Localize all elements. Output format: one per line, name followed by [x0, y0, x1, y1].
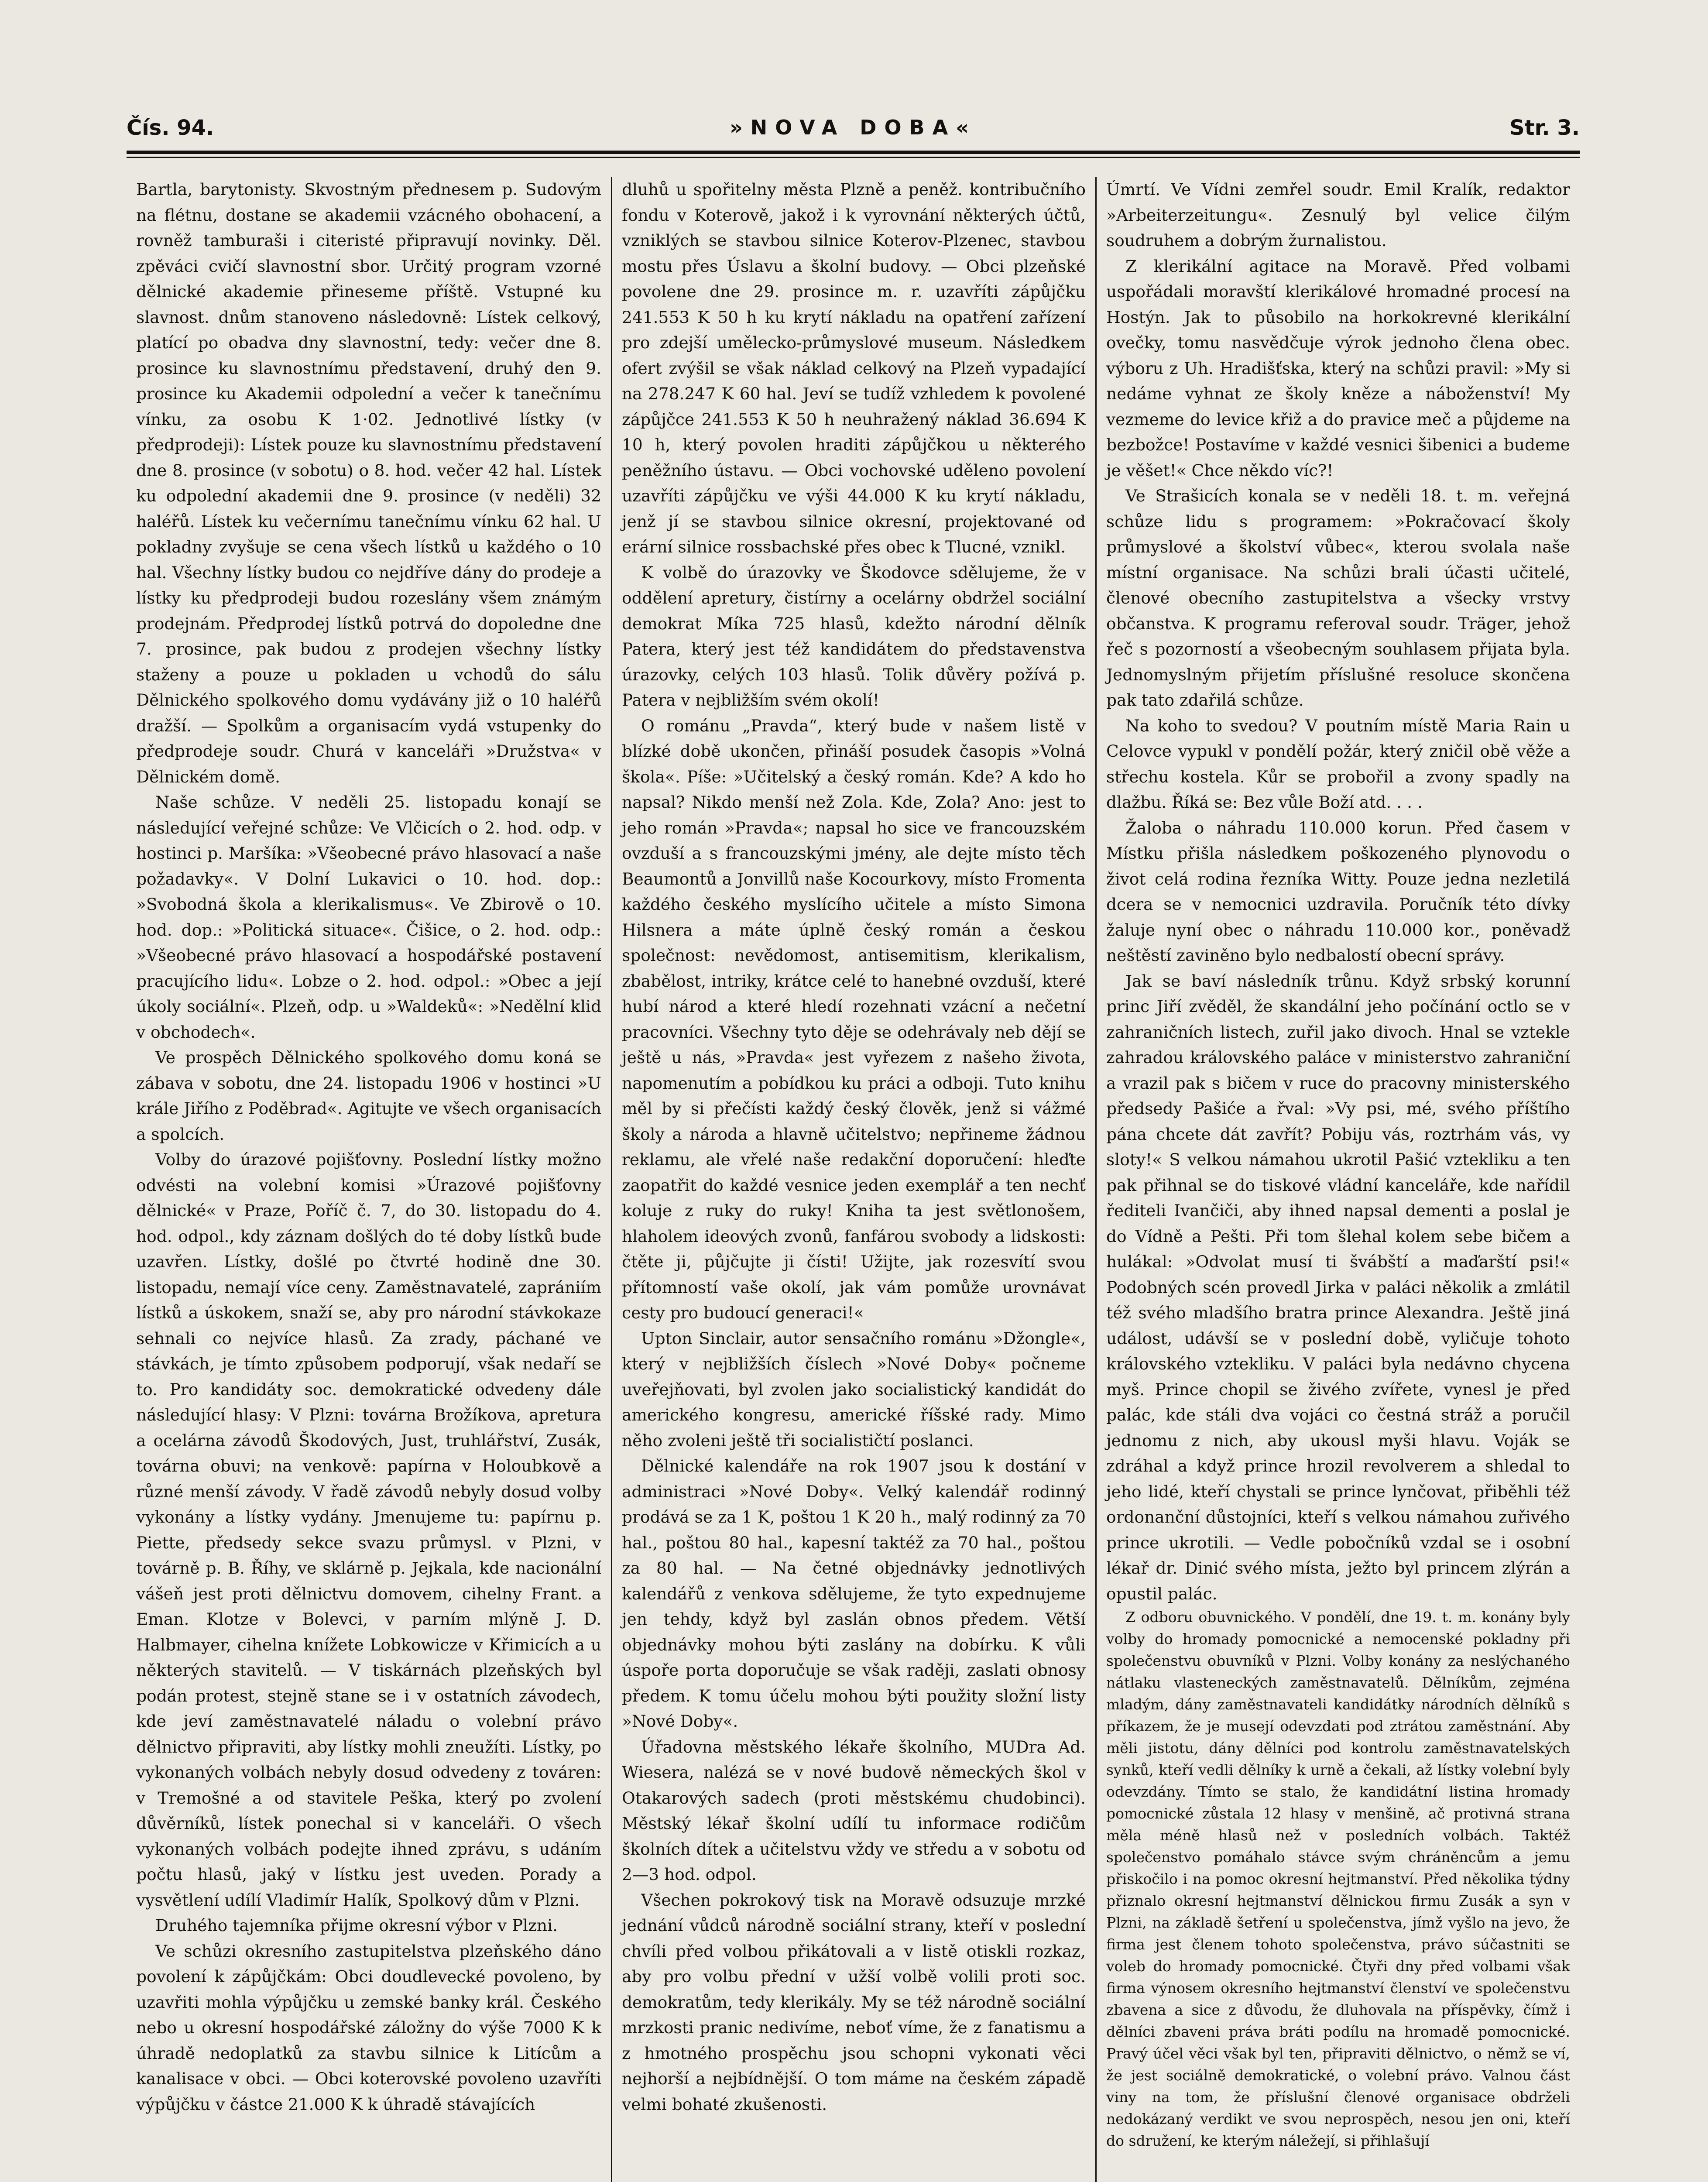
article-klerikalni-agitace: Z klerikální agitace na Moravě. Před volbami uspořádali moravští klerikálové hromadné procesí na Hostýn. Jak to působilo na horkokrevné klerikální ovečky, tomu nasvědčuje výrok jednoho člena obec. výboru z Uh. Hradišťska, který na schůzi pravil: »My si nedáme vyhnat ze školy kněze a náboženství! My vezmeme do levice křiž a do pravice meč a půjdeme na bezbožce! Postavíme v každé vesnici šibenici a budeme je věšet!« Chce někdo víc?! — [1106, 256, 1570, 480]
article-spolkovy-dum: Ve prospěch Dělnického spolkového domu koná se zábava v sobotu, dne 24. listopadu 1906 v hostinci »U krále Jiřího z Poděbrad«. Agitujte ve všech organisacích a spolcích. — [136, 1048, 601, 1144]
article-nase-schuze: Naše schůze. V neděli 25. listopadu konají se následující veřejné schůze: Ve Vlčicích o 2. hod. odp. v hostinci p. Maršíka: »Všeobecné právo hlasovací a naše požadavky«. V Dolní Lukavici o 10. hod. dop.: »Svobodná škola a klerikalismus«. Ve Zbirově o 10. hod. dop.: »Politická situace«. Čišice, o 2. hod. odp.: »Všeobecné právo hlasovací a hospodářské postavení pracujícího lidu«. Lobze o 2. hod. odpol.: »Obec a její úkoly sociální«. Plzeň, odp. u »Waldeků«: »Nedělní klid v obchodech«. — [136, 793, 601, 1042]
page-header — [127, 116, 1580, 151]
page-number: Str. 3. — [1509, 116, 1580, 140]
article-kalendare: Dělnické kalendáře na rok 1907 jsou k dostání v administraci »Nové Doby«. Velký kalendář rodinný prodává se za 1 K, poštou 1 K 20 h., malý rodinný za 70 hal., poštou 80 hal., kapesní taktéž za 70 hal., poštou za 80 hal. — Na četné objednávky jednotlivých kalendářů z venkova sdělujeme, že tyto expednujeme jen tehdy, když byl zaslán obnos předem. Větší objednávky mohou býti zaslány na dobírku. K vůli úspoře porta doporučuje se však raději, zaslati obnosy předem. K tomu účelu mohou býti použity složní listy »Nové Doby«. — [622, 1456, 1086, 1731]
article-zaloba: Žaloba o náhradu 110.000 korun. Před časem v Místku přišla následkem poškozeného plynovodu o život celá rodina řezníka Witty. Pouze jedna nezletilá dcera se v nemocnici uzdravila. Poručník této dívky žaluje nyní obec o náhradu 110.000 kor., poněvadž neštěstí zaviněno bylo nedbalostí obecní správy. — [1106, 818, 1570, 965]
article-zapujcky-cont: dluhů u spořitelny města Plzně a peněž. kontribučního fondu v Koterově, jakož i k vyrovnání některých účtů, vzniklých se stavbou silnice Koterov-Plzenec, stavbou mostu přes Úslavu a školní budovy. — Obci plzeňské povolene dne 29. prosince m. r. uzavříti zápůjčku 241.553 K 50 h ku krytí nákladu na opatření zařízení pro zdejší umělecko-průmyslové museum. Následkem ofert zvýšil se však náklad celkový na Plzeň vypadající na 278.247 K 60 hal. Jeví se tudíž vzhledem k povolené zápůjčce 241.553 K 50 h neuhražený náklad 36.694 K 10 h, který povolen hraditi zápůjčkou u některého peněžního ústavu. — Obci vochovské uděleno povolení uzavříti zápůjčku ve výši 44.000 K ku krytí nákladu, jenž jí se stavbou silnice okresní, projektované od erární silnice rossbachské přes obec k Tlucné, vznikl. — [622, 180, 1086, 556]
article-skolni-lekar: Úřadovna městského lékaře školního, MUDra Ad. Wiesera, nalézá se v nové budově německých škol v Otakarových sadech (proti městskému chudobinci). Městský lékař školní udílí tu informace rodičům školních dítek a učitelstvu vždy ve středu a v sobotu od 2—3 hod. odpol. — [622, 1737, 1086, 1884]
column-middle — [611, 177, 1095, 2182]
article-volby-urazova: Volby do úrazové pojišťovny. Poslední lístky možno odvésti na volební komisi »Úrazové pojišťovny dělnické« v Praze, Poříč č. 7, do 30. listopadu do 4. hod. odpol., kdy záznam došlých do té doby lístků bude uzavřen. Lístky, došlé po čtvrté hodině dne 30. listopadu, nemají více ceny. Zaměstnavatelé, zaprániím lístků a úskokem, snaží se, aby pro národní stávkokaze sehnali co nejvíce hlasů. Za zrady, páchané ve stávkách, je tímto způsobem podporují, však nedaří se to. Pro kandidáty soc. demokratické odvedeny dále následující hlasy: V Plzni: továrna Brožíkova, apretura a ocelárna závodů Škodových, Just, truhlářství, Zusák, továrna obuvi; na venkově: papírna v Holoubkově a různé menší závody. V řadě závodů nebyly dosud volby vykonány a lístky vydány. Jmenujeme tu: papírnu p. Piette, předsedy sekce svazu průmysl. v Plzni, v továrně p. B. Říhy, ve sklárně p. Jejkala, kde nacionální vášeň jest proti dělnictvu domovem, cihelny Frant. a Eman. Klotze v Bolevci, v parním mlýně J. D. Halbmayer, cihelna knížete Lobkowicze v Křimicích a u některých stavitelů. — V tiskárnách plzeňských byl podán protest, stejně stane se i v ostatních závodech, kde jeví zaměstnavatelé náladu o volební právo dělnictvo připraviti, aby lístky mohli zneužíti. Lístky, po vykonaných volbách nebyly dosud odvedeny z továren: v Tremošné a od stavitele Peška, který po zvolení důvěrníků, lístek ponechal si v kanceláři. O všech vykonaných volbách podejte ihned zprávu, s udáním počtu hlasů, jaký v lístku jest uveden. Porady a vysvětlení udílí Vladimír Halík, Spolkový dům v Plzni. — [136, 1150, 601, 1910]
article-strasice: Ve Strašicích konala se v neděli 18. t. m. veřejná schůze lidu s programem: »Pokračovací školy průmyslové a školství vůbec«, kterou svolala naše místní organisace. Na schůzi brali účasti učitelé, členové obecního zastupitelstva a všecky vrstvy občanstva. K programu referoval soudr. Träger, jehož řeč s pozorností a všeobecným souhlasem přijata byla. Jednomyslným přijetím příslušné resoluce skončena pak tato zdařilá schůze. — [1106, 486, 1570, 710]
article-pokrokovy-tisk: Všechen pokrokový tisk na Moravě odsuzuje mrzké jednání vůdců národně sociální strany, kteří v poslední chvíli před volbou přikátovali a v listě otiskli rozkaz, aby pro volbu přední v užší volbě volili proti soc. demokratům, tedy klerikály. My se též národně sociální mrzkosti pranic nedivíme, neboť víme, že z fanatismu a z hmotného prospěchu jsou schopni vykonati věci nejhorší a nejbídnější. O tom máme na českém západě velmi bohaté zkušenosti. — [622, 1890, 1086, 2114]
issue-number: Čís. 94. — [127, 116, 214, 140]
article-naslednik-trunu: Jak se baví následník trůnu. Když srbský korunní princ Jiří zvěděl, že skandální jeho počínání octlo se v zahraničních listech, zuřil jako divoch. Hnal se vztekle zahradou královského paláce v ministerstvo zahraniční a vrazil pak s bičem v ruce do pracovny ministerského předsedy Pašiće a řval: »Vy psi, mé, svého příštího pána chcete dát zavřít? Pobiju vás, roztrhám vás, vy sloty!« S velkou námahou ukrotil Pašić vztekliku a ten pak přihnal se do tiskové vládní kanceláře, kde nařídil řediteli Ivančiči, aby ihned napsal dementi a poslal je do Vídně a Pešti. Při tom šlehal kolem sebe bičem a hulákal: »Odvolat musí ti švábští a maďarští psi!« Podobných scén provedl Jirka v paláci několik a zmlátil též svého mladšího bratra prince Alexandra. Ještě jiná událost, udávší se v poslední době, vyličuje tohoto královského vztekliku. V paláci byla nedávno chycena myš. Prince chopil se živého zvířete, vynesl je před palác, kde stáli dva vojáci co čestná stráž a poručil jednomu z nich, aby ukousl myši hlavu. Voják se zdráhal a když prince hrozil revolverem a shledal to jeho lidé, kteří chystali se prince lynčovat, přiběhli též ordonanční důstojníci, kteří s velkou námahou zuřivého prince ukrotili. — Vedle pobočníků vzdal se i osobní lékař dr. Dinić svého místa, ježto byl princem zlýrán a opustil palác. — [1106, 971, 1570, 1603]
article-tajemnik: Druhého tajemníka přijme okresní výbor v Plzni. — [155, 1916, 558, 1935]
article-na-koho: Na koho to svedou? V poutním místě Maria Rain u Celovce vypukl v pondělí požár, který zničil obě věže a střechu kostela. Kůr se probořil a zvony spadly na dlažbu. Říká se: Bez vůle Boží atd. . . . — [1106, 716, 1570, 812]
masthead-title: »NOVA DOBA« — [730, 116, 977, 139]
article-roman-pravda: O románu „Pravda“, který bude v našem listě v blízké době ukončen, přináší posudek časopis »Volná škola«. Píše: »Učitelský a český román. Kde? A kdo ho napsal? Nikdo menší než Zola. Kde, Zola? Ano: jest to jeho román »Pravda«; napsal ho sice ve francouzském ovzduší a s francouzskými jmény, ale dejte místo těch Beaumontů a Jonvillů naše Kocourkovy, místo Fromenta každého českého myslícího učitele a místo Simona Hilsnera a máte úplně český román a českou společnost: nevědomost, antisemitism, klerikalism, zbabělost, intriky, krátce celé to hanebné ovzduší, které hubí národ a které hledí rozehnati vzácní a nečetní pracovníci. Všechny tyto děje se odehrávaly neb dějí se ještě u nás, »Pravda« jest vyřezem z našeho života, napomenutím a pobídkou ku práci a odboji. Tuto knihu měl by si přečísti každý český člověk, jenž si vážmé školy a národa a hlavně učitelstvo; nepřineme žádnou reklamu, ale vřelé naše redakční doporučení: hleďte zaopatřit do každé vesnice jeden exemplář a ten nechť koluje z ruky do ruky! Kniha ta jest světlonošem, hlaholem ideových zvonů, fanfárou svobody a lidskosti: čtěte ji, půjčujte ji čísti! Užijte, jak rozesvítí svou přítomností vaše okolí, jak vám pomůže urovnávat cesty pro budoucí generaci!« — [622, 716, 1086, 1322]
column-left — [127, 177, 611, 2182]
article-akademie: Bartla, barytonisty. Skvostným přednesem p. Sudovým na flétnu, dostane se akademii vzácného obohacení, a rovněž tamburaši i citeristé připravují novinky. Děl. zpěváci cvičí slavnostní sbor. Určitý program vzorné dělnické akademie přineseme příště. Vstupné ku slavnost. dnům stanoveno následovně: Lístek celkový, platící po obadva dny slavnostní, tedy: večer dne 8. prosince ku slavnostnímu představení, druhý den 9. prosince ku Akademii odpolední a večer k tanečnímu vínku, za osobu K 1·02. Jednotlivé lístky (v předprodeji): Lístek pouze ku slavnostnímu představení dne 8. prosince (v sobotu) o 8. hod. večer 42 hal. Lístek ku odpolední akademii dne 9. prosince (v neděli) 32 haléřů. Lístek ku večernímu tanečnímu vínku 62 hal. U pokladny zvyšuje se cena všech lístků u každého o 10 hal. Všechny lístky budou co nejdříve dány do prodeje a lístky ku předprodeji budou rozeslány všem známým prodejnám. Předprodej lístků potrvá do dopoledne dne 7. prosince, pak budou z prodejen všechny lístky staženy a pouze u pokladen u vchodů do sálu Dělnického spolkového domu vydávány již o 10 haléřů dražší. — Spolkům a organisacím vydá vstupenky do předprodeje soudr. Churá v kanceláři »Družstva« v Dělnickém domě. — [136, 180, 601, 786]
article-upton-sinclair: Upton Sinclair, autor sensačního románu »Džongle«, který v nejbližších číslech »Nové Doby« počneme uveřejňovati, byl zvolen jako socialistický kandidát do amerického kongresu, americké říšské rady. Mimo něho zvoleni ještě tři socialističtí poslanci. — [622, 1328, 1086, 1450]
header-rule — [127, 151, 1580, 158]
article-odbor-obuvnicky: Z odboru obuvnického. V pondělí, dne 19. t. m. konány byly volby do hromady pomocnické a nemocenské pokladny při společenstvu obuvníků v Plzni. Volby konány za neslýchaného nátlaku vlasteneckých zaměstnavatelů. Dělníkům, zejména mladým, dány zaměstnavateli kandidátky národních dělníků s příkazem, že je musejí odevzdati pod ztrátou zaměstnání. Aby měli jistotu, dány dělníci pod kontrolu zaměstnavatelských synků, kteří vedli dělníky k urně a čekali, až lístky volební byly odevzdány. Tímto se stalo, že kandidátní listina hromady pomocnické zůstala 12 hlasy v menšině, ač protivná strana měla méně hlasů než v posledních volbách. Taktéž společenstvo pomáhalo stávce svým chráněncům a jemu přiskočilo i na pomoc okresní hejtmanství. Před několika týdny přiznalo okresní hejtmanství dělnickou firmu Zusák a syn v Plzni, na základě šetření u společenstva, jímž vyšlo na jevo, že firma jest členem tohoto společenstva, právo súčastniti se voleb do hromady pomocnické. Čtyři dny před volbami však firma výnosem okresního hejtmanství členství ve společenstvu zbavena a sice z důvodu, že dluhovala na příspěvky, čímž i dělníci zbaveni práva bráti podílu na hromadě pomocnické. Pravý účel věci však byl ten, připraviti dělnictvo, o němž se ví, že jest sociálně demokratické, o volební právo. Valnou část viny na tom, že příslušní členové organisace obdrželi nedokázaný verdikt ve svou neprospěch, nesou jen oni, kteří do sdružení, ke kterým náležejí, si přihlašují — [1106, 1609, 1570, 2149]
article-umrti: Úmrtí. Ve Vídni zemřel soudr. Emil Kralík, redaktor »Arbeiterzeitungu«. Zesnulý byl velice čilým soudruhem a dobrým žurnalistou. — [1106, 180, 1570, 250]
column-right — [1095, 177, 1580, 2182]
article-okresni-zastupitelstvo: Ve schůzi okresního zastupitelstva plzeňského dáno povolení k zápůjčkám: Obci doudlevecké povoleno, by uzavřiti mohla výpůjčku u zemské banky král. Českého nebo u okresní hospodářské záložny do výše 7000 K k úhradě nedoplatků za stavbu silnice k Litícům a kanalisace v obci. — Obci koterovské povoleno uzavříti výpůjčku v částce 21.000 K k úhradě stávajících — [136, 1941, 601, 2114]
article-columns — [127, 177, 1580, 2182]
article-volba-skodovka: K volbě do úrazovky ve Škodovce sdělujeme, že v oddělení apretury, čistírny a ocelárny obdržel sociální demokrat Míka 725 hlasů, kdežto národní dělník Patera, který jest též kandidátem do představenstva úrazovky, celých 103 hlasů. Tolik důvěry požívá p. Patera v nejbližším svém okolí! — [622, 563, 1086, 710]
